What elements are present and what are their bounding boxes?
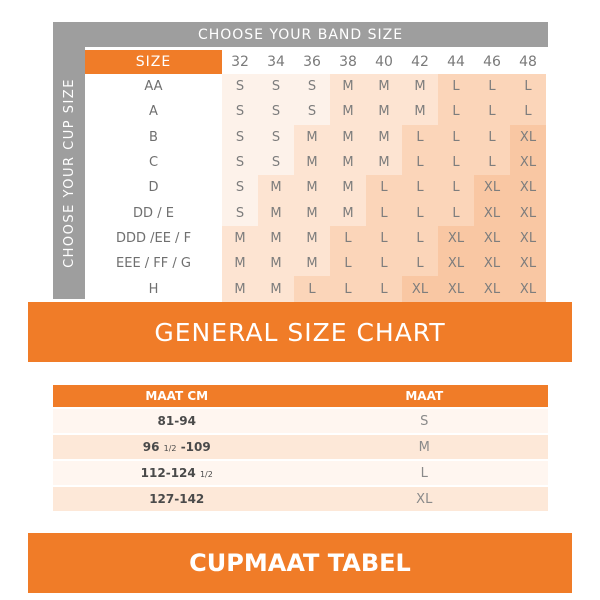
size-cell: L xyxy=(366,276,402,301)
size-cell: S xyxy=(258,125,294,150)
size-cell: L xyxy=(438,200,474,225)
size-cell: XL xyxy=(510,226,546,251)
size-cell: M xyxy=(258,276,294,301)
maat-value: S xyxy=(301,408,549,434)
cupmaat-tabel-banner: CUPMAAT TABEL xyxy=(28,533,572,593)
band-size-42: 42 xyxy=(402,50,438,74)
size-cell: L xyxy=(294,276,330,301)
size-grid-body xyxy=(85,74,546,302)
size-cell: XL xyxy=(474,251,510,276)
size-cell: M xyxy=(330,200,366,225)
size-cell: S xyxy=(222,125,258,150)
size-cell: L xyxy=(366,175,402,200)
size-cell: S xyxy=(258,99,294,124)
cup-row xyxy=(85,125,546,150)
size-cell: M xyxy=(222,226,258,251)
size-cell: L xyxy=(330,276,366,301)
band-size-48: 48 xyxy=(510,50,546,74)
band-size-34: 34 xyxy=(258,50,294,74)
maat-cm-value xyxy=(53,408,301,434)
size-cell: M xyxy=(402,74,438,99)
size-cell: L xyxy=(402,150,438,175)
size-cell: M xyxy=(294,200,330,225)
measurement-row xyxy=(53,434,548,460)
size-cell: XL xyxy=(510,251,546,276)
size-cell: S xyxy=(222,150,258,175)
band-size-36: 36 xyxy=(294,50,330,74)
size-cell: L xyxy=(438,74,474,99)
size-cell: L xyxy=(330,226,366,251)
size-cell: M xyxy=(222,276,258,301)
general-size-chart-banner: GENERAL SIZE CHART xyxy=(28,302,572,362)
size-cell: M xyxy=(294,251,330,276)
size-cell: XL xyxy=(510,200,546,225)
maat-value: L xyxy=(301,460,549,486)
size-cell: L xyxy=(474,99,510,124)
size-cell: XL xyxy=(402,276,438,301)
size-cell: S xyxy=(294,99,330,124)
size-cell: L xyxy=(366,226,402,251)
maat-cm-value xyxy=(53,460,301,486)
size-cell: M xyxy=(366,99,402,124)
size-cell: L xyxy=(402,125,438,150)
cup-size-label: H xyxy=(85,276,222,301)
size-cell: M xyxy=(366,150,402,175)
size-cell: L xyxy=(438,150,474,175)
cup-size-label: D xyxy=(85,175,222,200)
size-cell: L xyxy=(438,99,474,124)
cup-size-label: EEE / FF / G xyxy=(85,251,222,276)
measurement-header-row xyxy=(53,385,548,408)
size-cell: M xyxy=(294,150,330,175)
size-cell: L xyxy=(330,251,366,276)
band-size-46: 46 xyxy=(474,50,510,74)
size-cell: S xyxy=(258,150,294,175)
measurement-row xyxy=(53,408,548,434)
size-cell: M xyxy=(294,175,330,200)
band-size-header: CHOOSE YOUR BAND SIZE xyxy=(53,22,548,47)
size-cell: L xyxy=(366,200,402,225)
maat-header: MAAT xyxy=(301,385,549,408)
cup-size-label: B xyxy=(85,125,222,150)
size-cell: M xyxy=(330,74,366,99)
cup-size-label: DDD /EE / F xyxy=(85,226,222,251)
cm-main: 112-124 xyxy=(140,466,200,480)
measurement-body xyxy=(53,408,548,511)
size-cell: M xyxy=(330,150,366,175)
maat-value: M xyxy=(301,434,549,460)
size-cell: L xyxy=(510,74,546,99)
measurement-row xyxy=(53,486,548,511)
size-cell: S xyxy=(222,99,258,124)
maat-cm-header: MAAT CM xyxy=(53,385,301,408)
size-cell: L xyxy=(510,99,546,124)
band-size-32: 32 xyxy=(222,50,258,74)
size-cell: S xyxy=(222,200,258,225)
size-cell: XL xyxy=(474,226,510,251)
cup-size-label: AA xyxy=(85,74,222,99)
size-cell: XL xyxy=(510,125,546,150)
cup-size-label: A xyxy=(85,99,222,124)
size-cell: L xyxy=(474,125,510,150)
cup-row xyxy=(85,175,546,200)
size-cell: L xyxy=(402,200,438,225)
cup-row xyxy=(85,200,546,225)
cup-size-header: CHOOSE YOUR CUP SIZE xyxy=(61,78,77,268)
size-cell: M xyxy=(366,125,402,150)
cup-row xyxy=(85,74,546,99)
size-cell: M xyxy=(258,200,294,225)
size-cell: M xyxy=(258,251,294,276)
size-cell: L xyxy=(366,251,402,276)
size-cell: L xyxy=(474,74,510,99)
maat-cm-value xyxy=(53,434,301,460)
size-cell: L xyxy=(438,125,474,150)
size-cell: XL xyxy=(510,175,546,200)
cup-row xyxy=(85,226,546,251)
cup-row xyxy=(85,276,546,301)
size-cell: XL xyxy=(510,150,546,175)
size-cell: XL xyxy=(438,226,474,251)
maat-value: XL xyxy=(301,486,549,511)
size-cell: XL xyxy=(510,276,546,301)
cup-size-label: DD / E xyxy=(85,200,222,225)
measurement-table xyxy=(53,385,548,511)
size-cell: M xyxy=(330,175,366,200)
cup-size-sidebar xyxy=(53,47,85,299)
size-grid xyxy=(85,50,546,302)
size-cell: S xyxy=(258,74,294,99)
size-cell: XL xyxy=(438,276,474,301)
cm-fraction: 1/2 xyxy=(199,470,213,479)
size-cell: M xyxy=(330,125,366,150)
measurement-row xyxy=(53,460,548,486)
size-cell: L xyxy=(402,226,438,251)
size-cell: S xyxy=(294,74,330,99)
band-size-38: 38 xyxy=(330,50,366,74)
cm-main: 127-142 xyxy=(149,492,205,506)
size-cell: L xyxy=(402,175,438,200)
cup-row xyxy=(85,99,546,124)
size-cell: XL xyxy=(438,251,474,276)
cm-main: 81-94 xyxy=(157,414,196,428)
size-cell: XL xyxy=(474,175,510,200)
size-cell: M xyxy=(294,226,330,251)
maat-cm-value xyxy=(53,486,301,511)
size-cell: S xyxy=(222,175,258,200)
size-cell: M xyxy=(330,99,366,124)
size-cell: S xyxy=(222,74,258,99)
cup-size-label: C xyxy=(85,150,222,175)
size-cell: M xyxy=(258,175,294,200)
size-column-header: SIZE xyxy=(85,50,222,74)
band-size-row xyxy=(85,50,546,74)
size-cell: L xyxy=(474,150,510,175)
band-size-44: 44 xyxy=(438,50,474,74)
band-size-40: 40 xyxy=(366,50,402,74)
size-cell: L xyxy=(402,251,438,276)
size-cell: M xyxy=(222,251,258,276)
cm-fraction: 1/2 xyxy=(163,444,177,453)
cm-main: 96 xyxy=(142,440,164,454)
size-cell: M xyxy=(402,99,438,124)
size-cell: L xyxy=(438,175,474,200)
size-cell: M xyxy=(366,74,402,99)
size-cell: M xyxy=(258,226,294,251)
cup-row xyxy=(85,251,546,276)
size-cell: M xyxy=(294,125,330,150)
cm-tail: -109 xyxy=(176,440,211,454)
cup-row xyxy=(85,150,546,175)
size-cell: XL xyxy=(474,200,510,225)
size-cell: XL xyxy=(474,276,510,301)
